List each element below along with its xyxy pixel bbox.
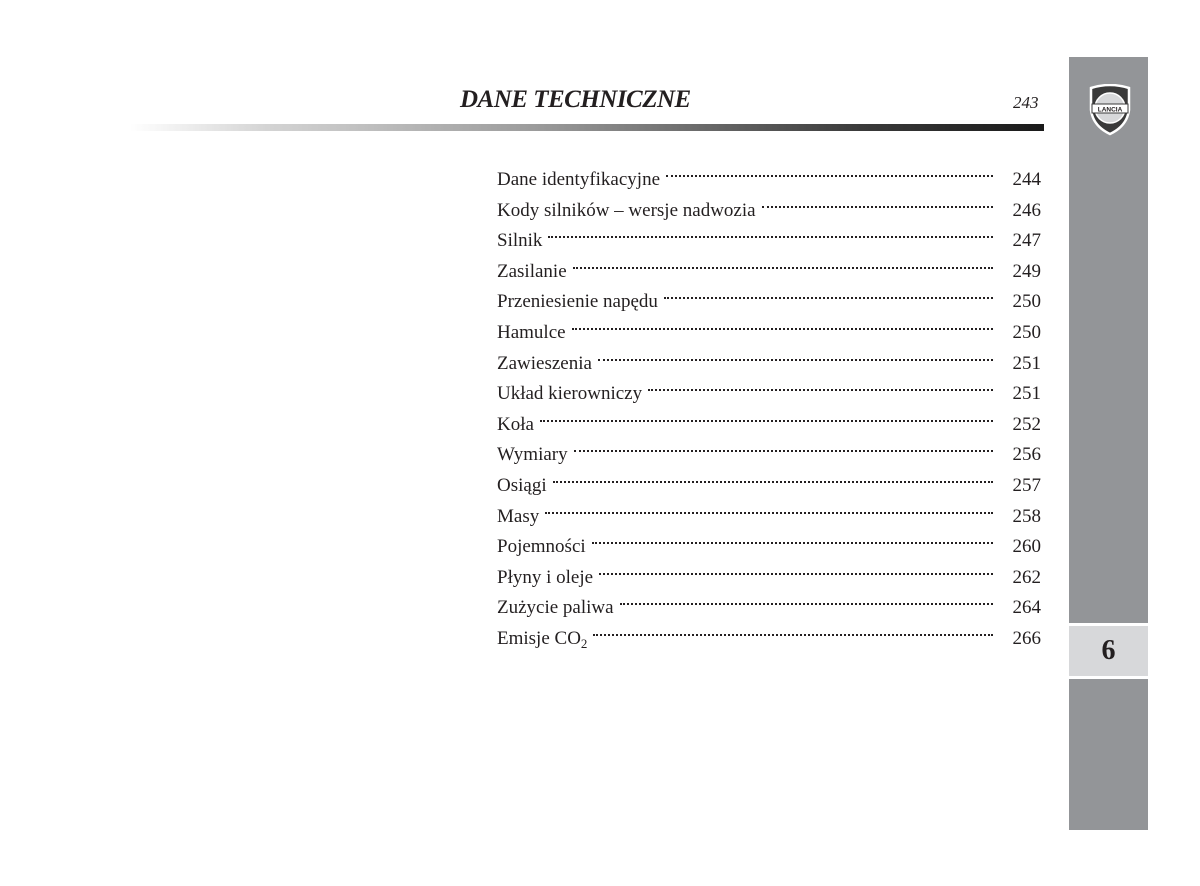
toc-entry-page: 264: [1012, 597, 1041, 619]
chapter-side-tab: [1069, 57, 1148, 830]
toc-entry-label: Koła: [497, 413, 534, 435]
toc-entry-label: Zawieszenia: [497, 352, 592, 374]
toc-entry-page: 256: [1012, 444, 1041, 466]
toc-dot-leader: [666, 145, 993, 177]
toc-entry-page: 244: [1012, 169, 1041, 190]
toc-entry-label: Hamulce: [497, 321, 566, 343]
toc-dot-leader: [664, 267, 993, 299]
toc-dot-leader: [598, 329, 993, 361]
toc-dot-leader: [762, 176, 993, 208]
toc-entry-page: 251: [1012, 352, 1041, 374]
toc-dot-leader: [572, 298, 993, 330]
toc-entry-page: 262: [1012, 566, 1041, 588]
toc-entry-label: Zużycie paliwa: [497, 597, 614, 619]
logo-text: LANCIA: [1097, 106, 1123, 114]
toc-entry-label: Dane identyfikacyjne: [497, 169, 661, 190]
toc-entry-page: 250: [1012, 321, 1041, 343]
toc-entry-page: 266: [1012, 627, 1041, 649]
toc-entry-label: Wymiary: [497, 444, 568, 466]
table-of-contents: [497, 153, 1041, 651]
toc-dot-leader: [545, 482, 993, 514]
toc-entry-page: 250: [1012, 291, 1041, 313]
toc-dot-leader: [540, 390, 993, 422]
toc-entry-page: 257: [1012, 474, 1041, 496]
toc-entry-page: 251: [1012, 383, 1041, 405]
header-rule: [130, 124, 1044, 131]
toc-dot-leader: [593, 604, 993, 636]
toc-dot-leader: [620, 573, 993, 605]
toc-entry-label: Osiągi: [497, 474, 547, 496]
toc-dot-leader: [553, 451, 993, 483]
toc-entry-label: Przeniesienie napędu: [497, 291, 658, 313]
toc-entry-page: 252: [1012, 413, 1041, 435]
toc-dot-leader: [592, 512, 993, 544]
toc-dot-leader: [548, 206, 993, 238]
toc-entry-label: Układ kierowniczy: [497, 383, 643, 405]
page-number: 243: [1013, 93, 1039, 112]
toc-entry-label: Emisje $CO_2$: [497, 627, 588, 651]
chapter-divider-bottom: [1069, 676, 1148, 679]
toc-entry-subscript: 2: [580, 635, 588, 651]
toc-entry-page: 246: [1012, 199, 1041, 221]
toc-entry-label: Pojemności: [497, 536, 586, 558]
toc-entry-label: Płyny i oleje: [497, 566, 594, 588]
toc-dot-leader: [648, 359, 993, 391]
toc-entry-page: 258: [1012, 505, 1041, 527]
toc-entry-page: 247: [1012, 230, 1041, 252]
toc-entry-page: 260: [1012, 536, 1041, 558]
toc-entry-label: Zasilanie: [497, 260, 567, 282]
toc-dot-leader: [573, 237, 993, 269]
lancia-logo-icon: [1087, 84, 1133, 136]
toc-entry-label: Silnik: [497, 230, 543, 252]
toc-dot-leader: [599, 543, 993, 575]
toc-entry-page: 249: [1012, 260, 1041, 282]
page-title: DANE TECHNICZNE: [460, 86, 691, 113]
toc-dot-leader: [574, 420, 993, 452]
toc-entry-label: Masy: [497, 505, 540, 527]
chapter-number: 6: [1069, 626, 1148, 676]
toc-entry-label: Kody silników – wersje nadwozia: [497, 199, 756, 221]
